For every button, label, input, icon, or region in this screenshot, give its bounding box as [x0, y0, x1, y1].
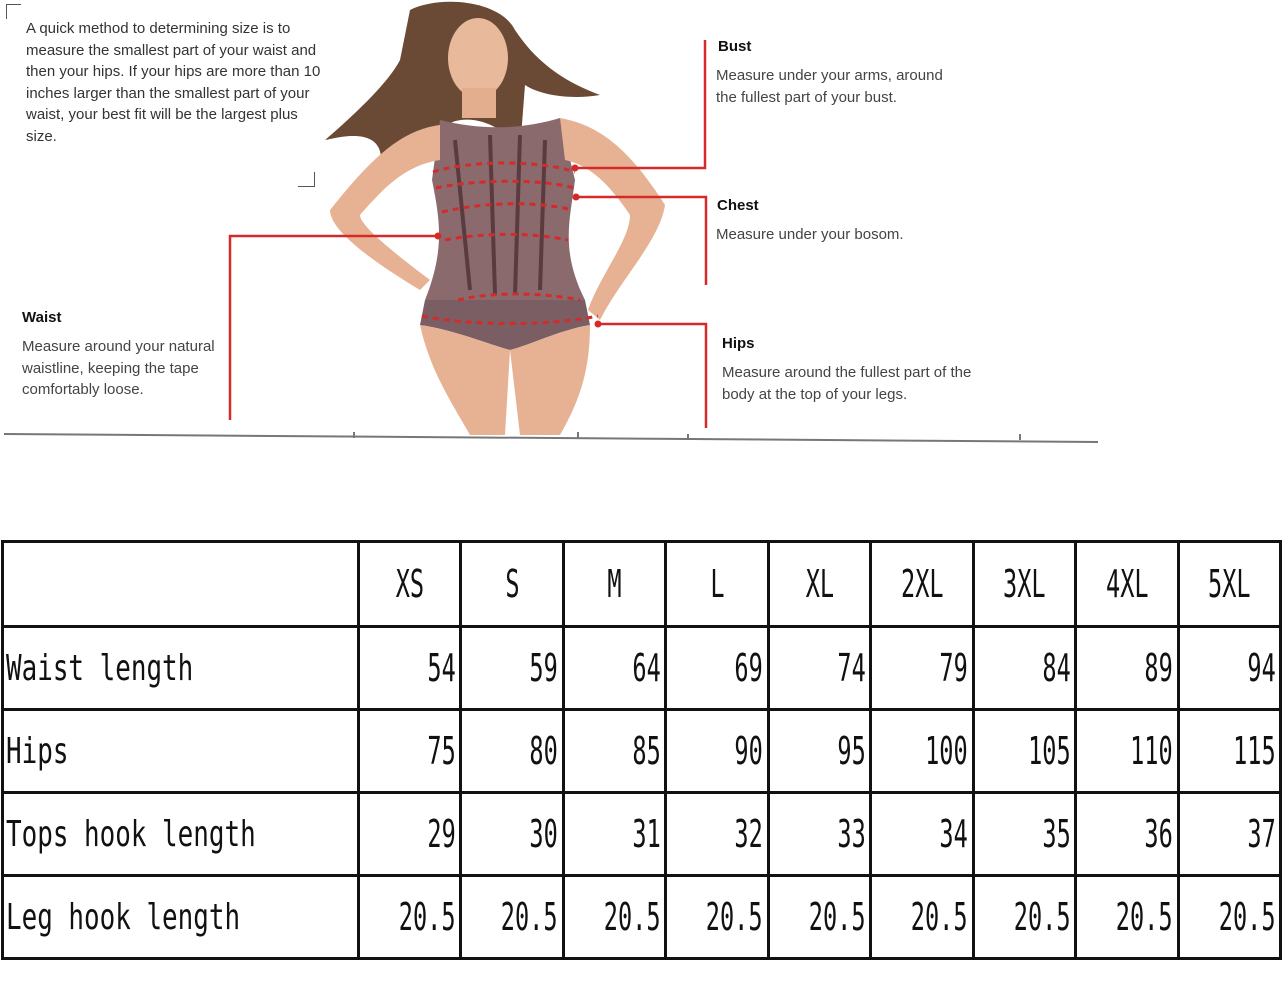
hips-description: Measure around the fullest part of the body at the top of your legs. [722, 364, 972, 403]
table-cell: 69 [666, 627, 769, 710]
neck [462, 88, 496, 118]
table-cell: 84 [973, 627, 1076, 710]
table-cell: 85 [563, 710, 666, 793]
table-cell: 20.5 [1076, 876, 1179, 959]
table-cell: 20.5 [768, 876, 871, 959]
table-cell: 34 [871, 793, 974, 876]
table-cell: 59 [461, 627, 564, 710]
size-header: 5XL [1178, 542, 1281, 627]
hips-title: Hips [722, 335, 755, 352]
size-header: S [461, 542, 564, 627]
table-cell: 74 [768, 627, 871, 710]
table-row [3, 710, 1281, 793]
table-cell: 32 [666, 793, 769, 876]
table-cell: 35 [973, 793, 1076, 876]
size-header: 3XL [973, 542, 1076, 627]
table-cell: 79 [871, 627, 974, 710]
waist-title: Waist [22, 309, 62, 326]
chest-description: Measure under your bosom. [716, 226, 904, 243]
table-cell: 30 [461, 793, 564, 876]
table-cell: 110 [1076, 710, 1179, 793]
measurement-guide [0, 0, 1133, 450]
table-cell: 20.5 [1178, 876, 1281, 959]
table-cell: 95 [768, 710, 871, 793]
size-header-row [3, 542, 1281, 627]
table-cell: 80 [461, 710, 564, 793]
table-cell: 115 [1178, 710, 1281, 793]
table-cell: 20.5 [563, 876, 666, 959]
table-row [3, 627, 1281, 710]
table-cell: 89 [1076, 627, 1179, 710]
table-cell: 100 [871, 710, 974, 793]
table-cell: 31 [563, 793, 666, 876]
row-label: Hips [3, 710, 359, 793]
size-header: XS [358, 542, 461, 627]
face [448, 18, 508, 98]
table-cell: 29 [358, 793, 461, 876]
table-cell: 105 [973, 710, 1076, 793]
table-cell: 20.5 [358, 876, 461, 959]
size-header: 4XL [1076, 542, 1179, 627]
table-cell: 54 [358, 627, 461, 710]
size-chart-table [1, 540, 1282, 960]
table-row [3, 793, 1281, 876]
bust-description: Measure under your arms, around the fullest part of your bust. [716, 67, 943, 106]
table-cell: 20.5 [666, 876, 769, 959]
bust-title: Bust [718, 38, 752, 55]
table-cell: 20.5 [461, 876, 564, 959]
row-label: Waist length [3, 627, 359, 710]
table-cell: 94 [1178, 627, 1281, 710]
row-label: Tops hook length [3, 793, 359, 876]
table-cell: 37 [1178, 793, 1281, 876]
chest-title: Chest [717, 197, 759, 214]
size-header: XL [768, 542, 871, 627]
size-header: M [563, 542, 666, 627]
waist-description: Measure around your natural waistline, keeping the tape comfortably loose. [22, 338, 215, 398]
corset [425, 118, 585, 300]
table-cell: 64 [563, 627, 666, 710]
size-header: 2XL [871, 542, 974, 627]
table-cell: 33 [768, 793, 871, 876]
table-cell: 20.5 [973, 876, 1076, 959]
size-header: L [666, 542, 769, 627]
table-cell: 20.5 [871, 876, 974, 959]
table-cell: 36 [1076, 793, 1179, 876]
table-cell: 90 [666, 710, 769, 793]
table-cell: 75 [358, 710, 461, 793]
row-label: Leg hook length [3, 876, 359, 959]
table-row [3, 876, 1281, 959]
intro-text: A quick method to determining size is to measure the smallest part of your waist and then your hips. If your hips are more than 10 inches larger than the smallest part of your waist, your best fit will be the largest plus size. [26, 20, 321, 145]
header-corner-cell [3, 542, 359, 627]
